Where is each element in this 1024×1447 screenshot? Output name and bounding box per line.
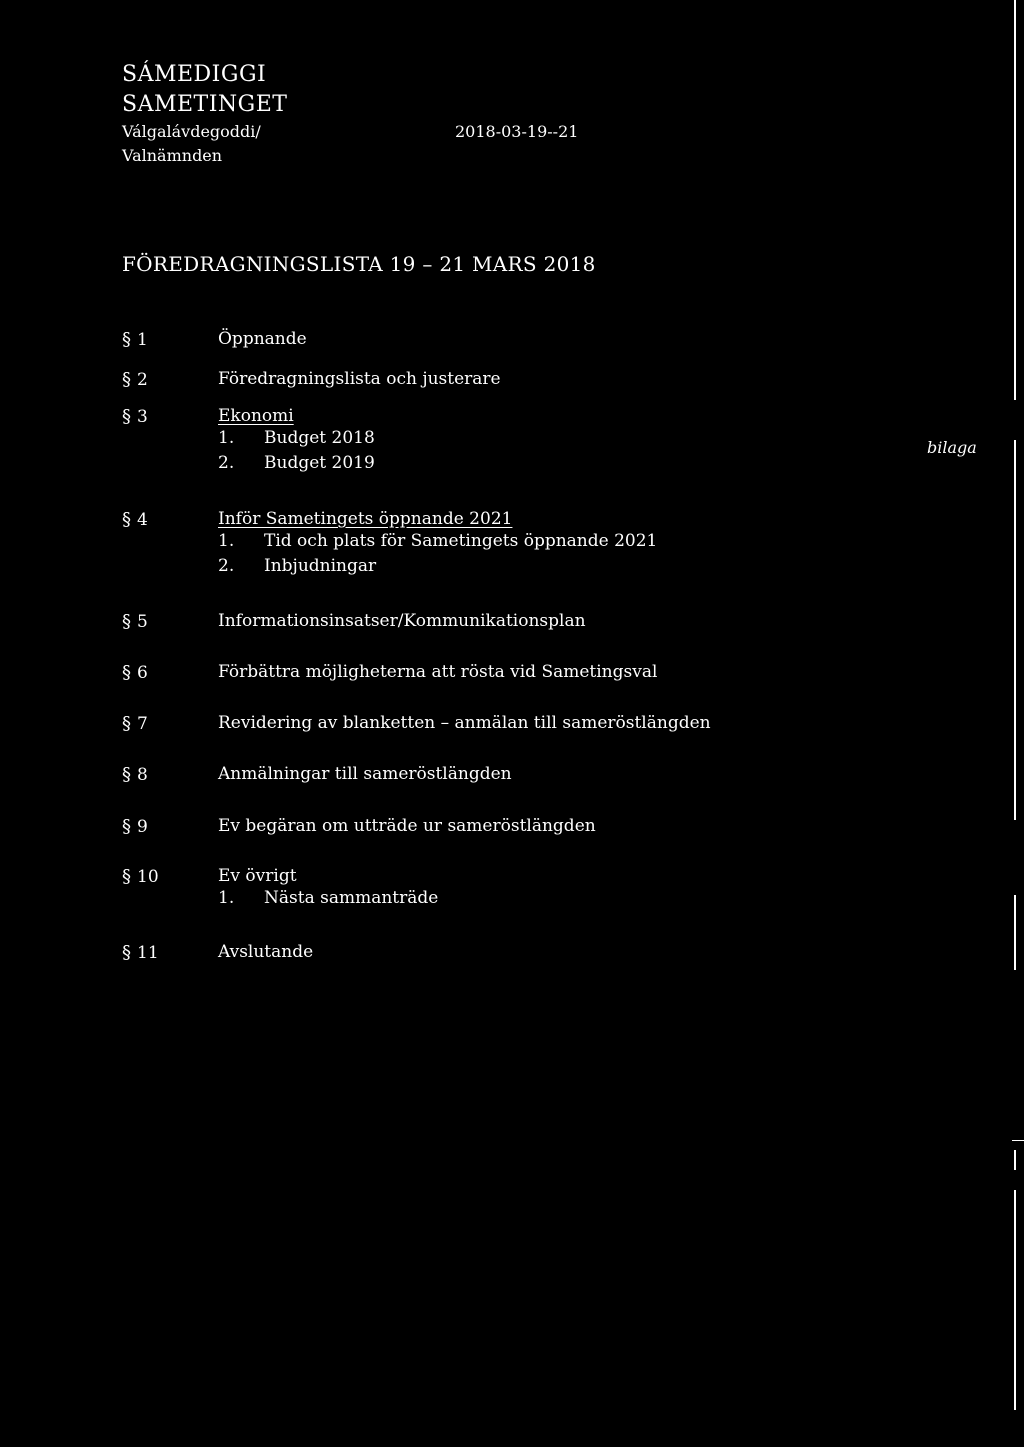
item-title: Föredragningslista och justerare	[218, 369, 501, 389]
item-title: Anmälningar till sameröstlängden	[218, 764, 512, 784]
sub-item-number: 1.	[218, 428, 235, 448]
item-number: 10	[137, 867, 159, 887]
item-title: Informationsinsatser/Kommunikationsplan	[218, 611, 586, 631]
item-number: 6	[137, 663, 148, 683]
item-number: 3	[137, 407, 148, 427]
sub-item	[218, 451, 375, 476]
paragraph-symbol: §	[122, 816, 131, 837]
paragraph-symbol: §	[122, 406, 131, 427]
item-number: 1	[137, 330, 148, 350]
sub-list	[218, 529, 657, 579]
item-number: 9	[137, 817, 148, 837]
paragraph-symbol: §	[122, 764, 131, 785]
item-title: Öppnande	[218, 329, 307, 349]
org-name-swedish: SAMETINGET	[122, 92, 288, 117]
paragraph-symbol: §	[122, 713, 131, 734]
paragraph-symbol: §	[122, 611, 131, 632]
item-number: 4	[137, 510, 148, 530]
paragraph-symbol: §	[122, 329, 131, 350]
paragraph-symbol: §	[122, 942, 131, 963]
sub-item-text: Tid och plats för Sametingets öppnande 2021	[264, 531, 658, 551]
sub-list	[218, 886, 438, 911]
item-title: Förbättra möjligheterna att rösta vid Sametingsval	[218, 662, 658, 682]
paragraph-symbol: §	[122, 369, 131, 390]
scan-edge-line	[1014, 440, 1016, 820]
paragraph-symbol: §	[122, 509, 131, 530]
item-title: Ekonomi	[218, 406, 294, 426]
item-number: 7	[137, 714, 148, 734]
attachment-note: bilaga	[927, 438, 977, 457]
sub-item-text: Budget 2018	[264, 428, 375, 448]
sub-item-number: 1.	[218, 531, 235, 551]
paragraph-symbol: §	[122, 866, 131, 887]
department-sami: Válgalávdegoddi/	[122, 122, 261, 141]
item-title: Revidering av blanketten – anmälan till sameröstlängden	[218, 713, 711, 733]
sub-item	[218, 529, 657, 554]
item-title: Avslutande	[218, 942, 314, 962]
item-title: Ev begäran om utträde ur sameröstlängden	[218, 816, 596, 836]
scan-edge-line	[1014, 1150, 1016, 1170]
sub-item-number: 2.	[218, 556, 235, 576]
sub-item-number: 1.	[218, 888, 235, 908]
sub-item-text: Nästa sammanträde	[264, 888, 439, 908]
sub-item-text: Inbjudningar	[264, 556, 377, 576]
scan-edge-line	[1014, 895, 1016, 970]
paragraph-symbol: §	[122, 662, 131, 683]
scan-edge-mark	[1012, 1140, 1024, 1141]
document-title: FÖREDRAGNINGSLISTA 19 – 21 MARS 2018	[122, 252, 596, 276]
item-title: Ev övrigt	[218, 866, 297, 886]
org-name-sami: SÁMEDIGGI	[122, 62, 267, 87]
sub-item	[218, 426, 375, 451]
item-number: 5	[137, 612, 148, 632]
scan-edge-line	[1014, 1190, 1016, 1410]
scan-edge-line	[1014, 0, 1016, 400]
item-title: Inför Sametingets öppnande 2021	[218, 509, 513, 529]
sub-list	[218, 426, 375, 476]
sub-item	[218, 554, 657, 579]
item-number: 8	[137, 765, 148, 785]
department-swedish: Valnämnden	[122, 146, 223, 165]
meeting-date: 2018-03-19--21	[455, 122, 579, 141]
sub-item-number: 2.	[218, 453, 235, 473]
item-number: 11	[137, 943, 159, 963]
sub-item-text: Budget 2019	[264, 453, 375, 473]
sub-item	[218, 886, 438, 911]
item-number: 2	[137, 370, 148, 390]
